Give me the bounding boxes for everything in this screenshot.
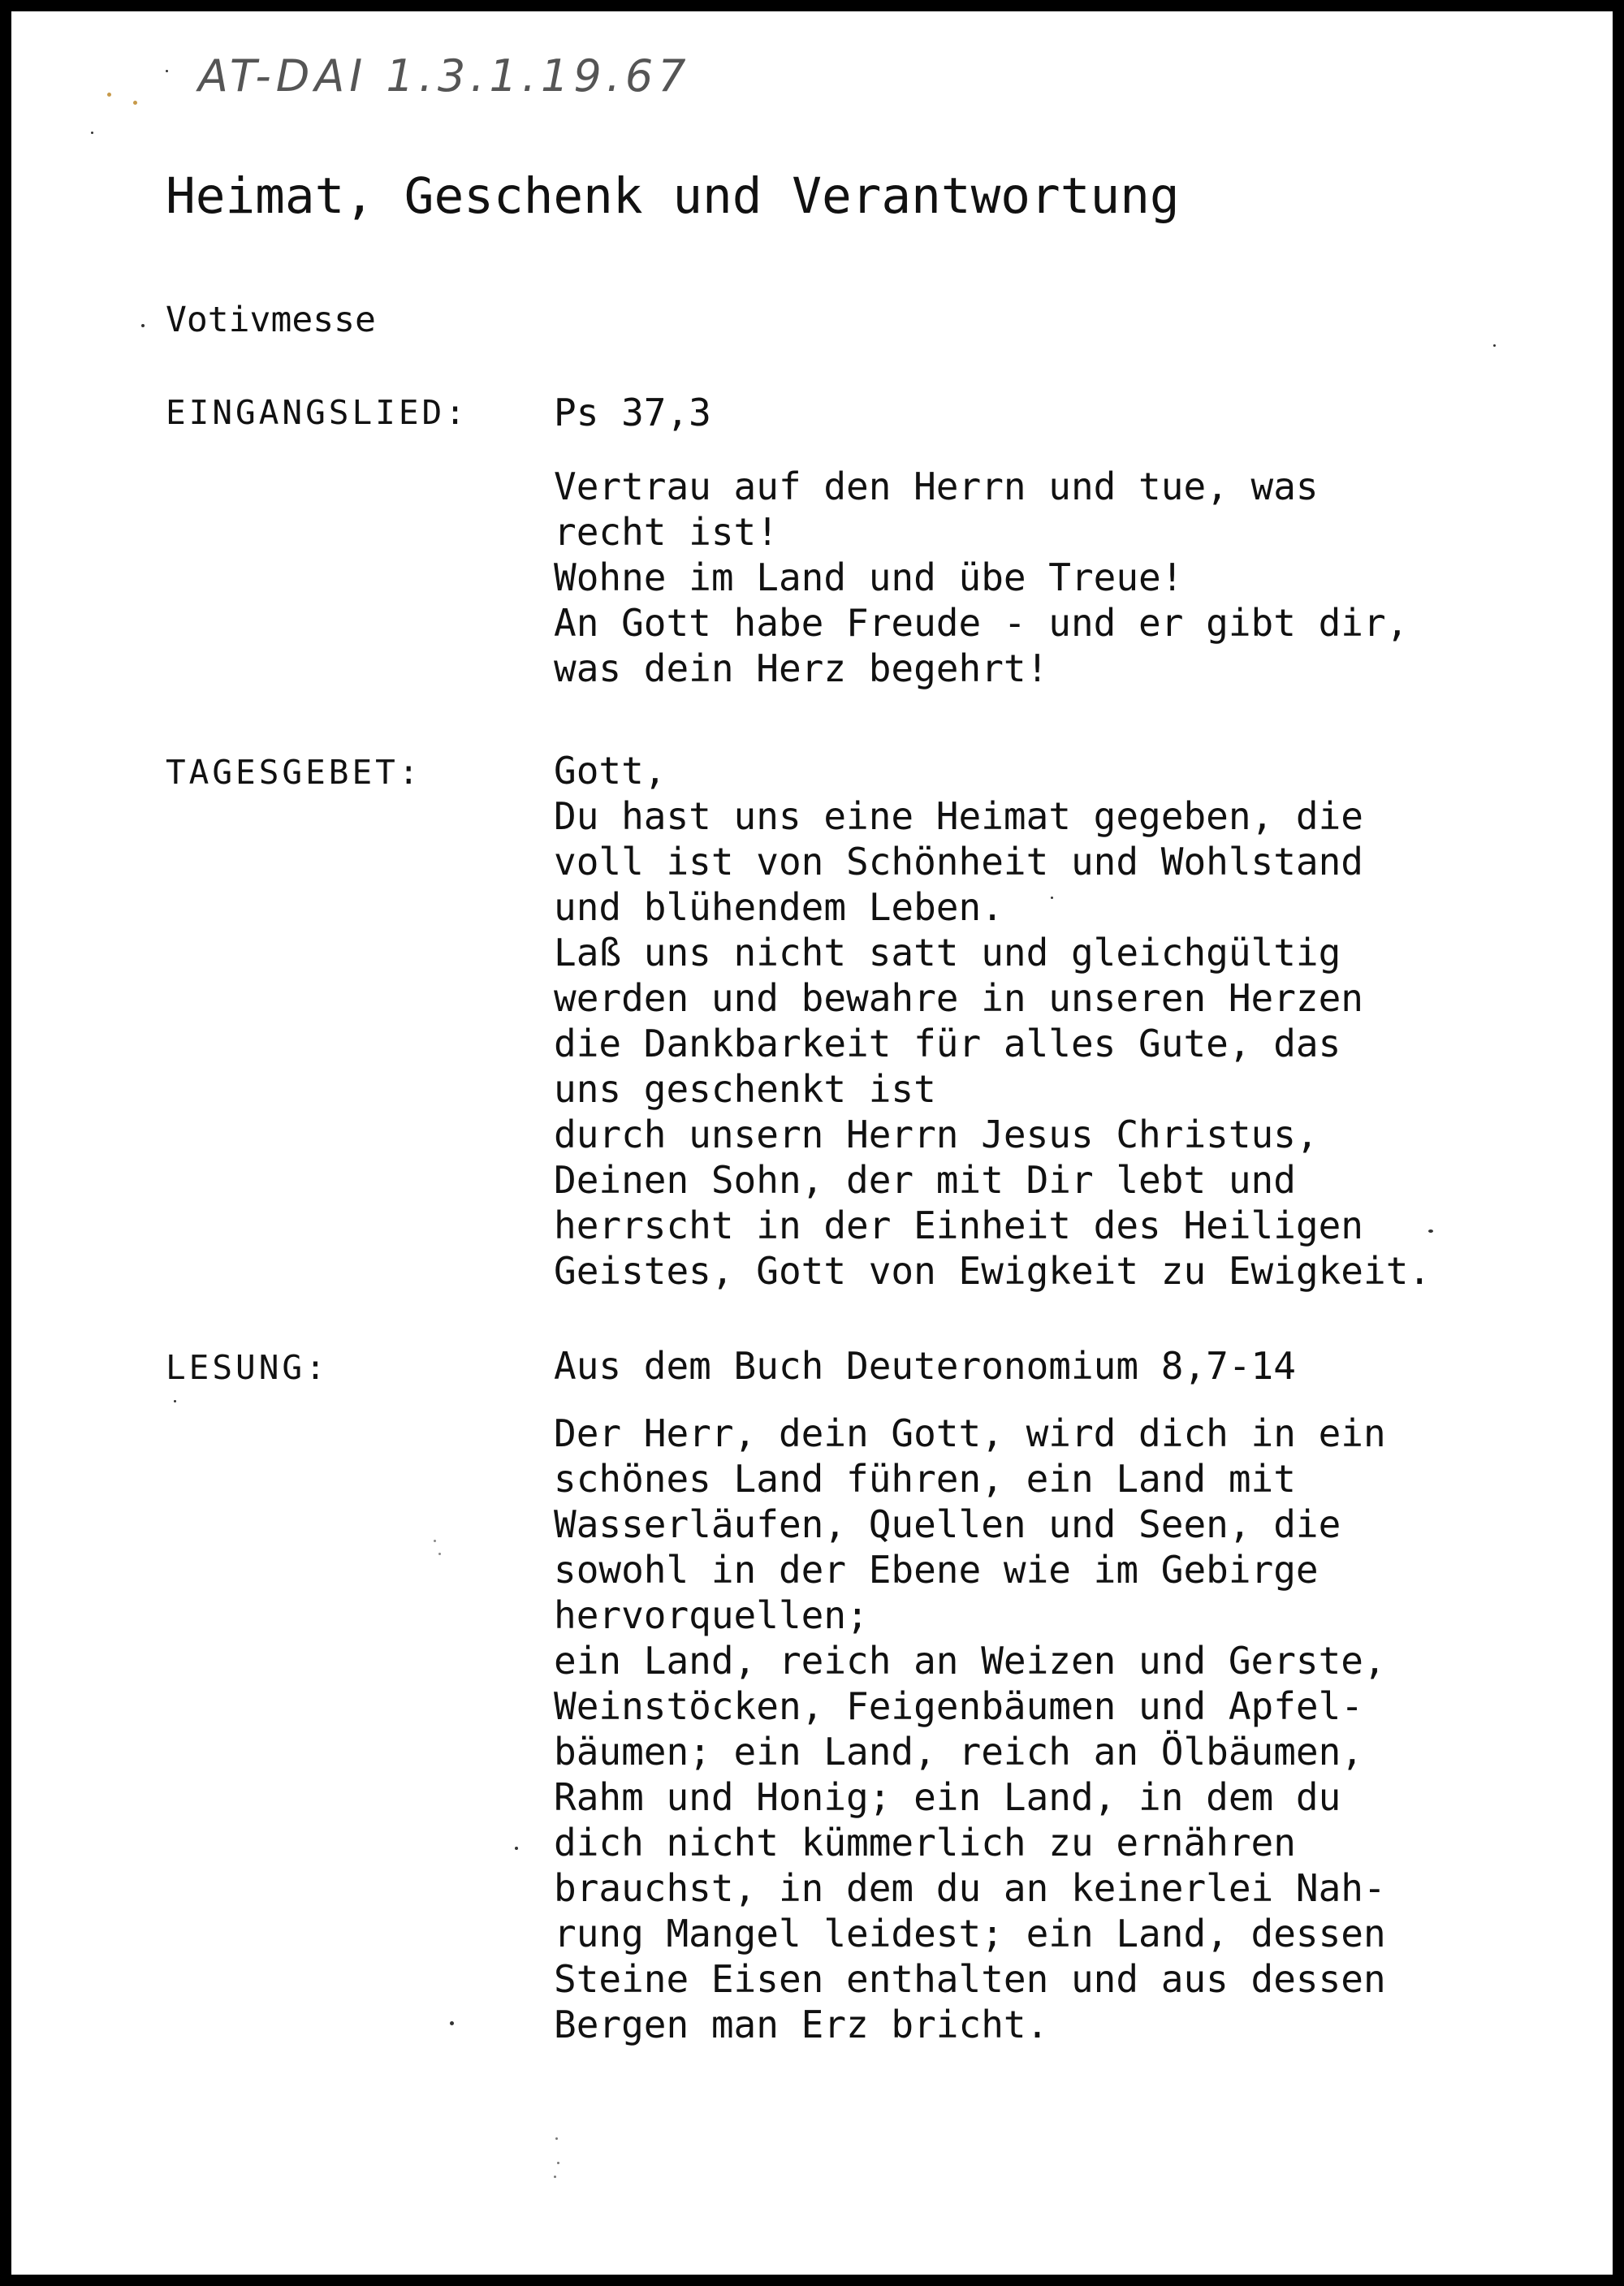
eingangslied-reference: Ps 37,3 — [554, 391, 711, 434]
scan-speck — [141, 324, 145, 327]
text-line: Der Herr, dein Gott, wird dich in ein — [554, 1411, 1386, 1455]
text-line: Geistes, Gott von Ewigkeit zu Ewigkeit. — [554, 1249, 1432, 1293]
scan-speck — [554, 2176, 556, 2178]
scan-speck — [450, 2021, 454, 2025]
text-line: rung Mangel leidest; ein Land, dessen — [554, 1912, 1386, 1955]
text-line: Deinen Sohn, der mit Dir lebt und — [554, 1158, 1296, 1202]
scan-speck — [166, 70, 168, 72]
text-line: schönes Land führen, ein Land mit — [554, 1457, 1296, 1501]
text-line: Vertrau auf den Herrn und tue, was — [554, 465, 1319, 508]
text-line: hervorquellen; — [554, 1593, 869, 1637]
text-line: Bergen man Erz bricht. — [554, 2003, 1049, 2046]
text-line: brauchst, in dem du an keinerlei Nah- — [554, 1866, 1386, 1910]
text-line: uns geschenkt ist — [554, 1067, 936, 1111]
text-line: Rahm und Honig; ein Land, in dem du — [554, 1775, 1341, 1819]
scan-speck — [557, 2162, 559, 2164]
scan-speck — [174, 1400, 176, 1402]
text-line: sowohl in der Ebene wie im Gebirge — [554, 1548, 1319, 1592]
text-line: bäumen; ein Land, reich an Ölbäumen, — [554, 1730, 1363, 1774]
scan-speck — [434, 1540, 436, 1542]
lesung-text — [554, 1411, 1386, 2047]
text-line: die Dankbarkeit für alles Gute, das — [554, 1022, 1341, 1065]
text-line: Wohne im Land und übe Treue! — [554, 555, 1184, 599]
text-line: An Gott habe Freude - und er gibt dir, — [554, 601, 1409, 645]
text-line: werden und bewahre in unseren Herzen — [554, 976, 1363, 1020]
text-line: dich nicht kümmerlich zu ernähren — [554, 1821, 1296, 1865]
section-label-tagesgebet: TAGESGEBET: — [166, 753, 422, 792]
text-line: durch unsern Herrn Jesus Christus, — [554, 1113, 1319, 1156]
scan-speck — [133, 101, 137, 105]
scan-speck — [1493, 344, 1496, 347]
scan-speck — [555, 2137, 558, 2140]
scan-speck — [107, 93, 111, 97]
text-line: Gott, — [554, 749, 667, 793]
text-line: Laß uns nicht satt und gleichgültig — [554, 931, 1341, 974]
text-line: was dein Herz begehrt! — [554, 646, 1049, 690]
scan-speck — [1428, 1229, 1433, 1233]
section-label-lesung: LESUNG: — [166, 1348, 329, 1387]
page-subtitle: Votivmesse — [166, 300, 376, 340]
text-line: Steine Eisen enthalten und aus dessen — [554, 1957, 1386, 2001]
tagesgebet-text — [554, 748, 1431, 1294]
lesung-reference: Aus dem Buch Deuteronomium 8,7-14 — [554, 1344, 1296, 1388]
text-line: voll ist von Schönheit und Wohlstand — [554, 840, 1363, 884]
text-line: Weinstöcken, Feigenbäumen und Apfel- — [554, 1684, 1363, 1728]
section-label-eingangslied: EINGANGSLIED: — [166, 393, 469, 432]
archive-reference-handwritten: AT-DAI 1.3.1.19.67 — [198, 50, 691, 102]
text-line: recht ist! — [554, 510, 779, 554]
text-line: ein Land, reich an Weizen und Gerste, — [554, 1639, 1386, 1683]
scan-speck — [438, 1553, 441, 1555]
text-line: Du hast uns eine Heimat gegeben, die — [554, 794, 1363, 838]
scan-speck — [91, 132, 93, 134]
text-line: und blühendem Leben. — [554, 885, 1004, 929]
scan-speck — [515, 1847, 518, 1850]
page-title: Heimat, Geschenk und Verantwortung — [166, 167, 1180, 225]
document-page — [11, 11, 1613, 2275]
text-line: herrscht in der Einheit des Heiligen — [554, 1203, 1363, 1247]
text-line: Wasserläufen, Quellen und Seen, die — [554, 1502, 1341, 1546]
eingangslied-text — [554, 464, 1408, 691]
scan-speck — [1051, 897, 1053, 899]
